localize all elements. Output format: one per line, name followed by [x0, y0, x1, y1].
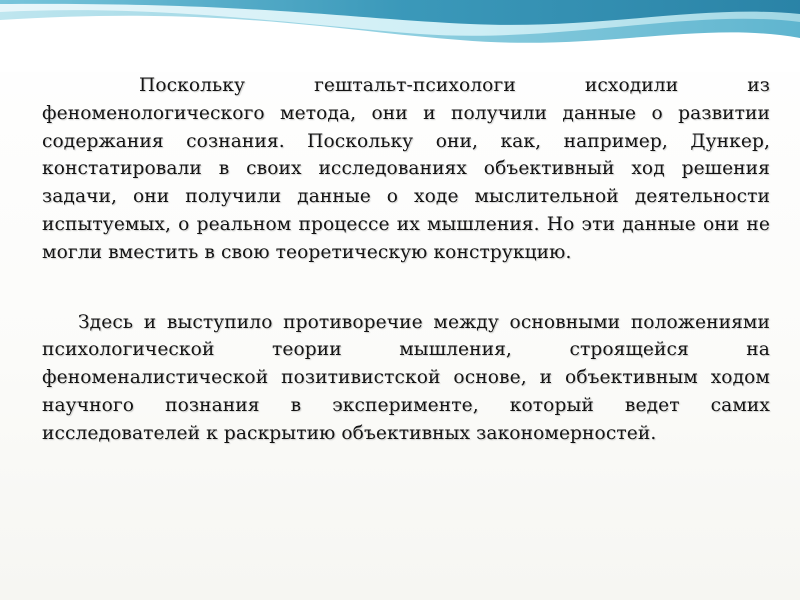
paragraph-1: Поскольку гештальт-психологи исходили из феноменологического метода, они и получили данные о развитии содержания сознания. Поскольку они, как, например, Дункер, констатировали в своих исследованиях объективный ход решения задачи, они получили данные о ходе мыслительной деятельности испытуемых, о реальном процессе их мышления. Но эти данные они не могли вместить в свою теоретическую конструкцию.: [42, 75, 770, 263]
decorative-wave-header: [0, 0, 800, 72]
slide-body: [42, 72, 770, 448]
paragraph-2: Здесь и выступило противоречие между основными положениями психологической теории мышления, строящейся на феноменалистической позитивистской основе, и объективным ходом научного познания в эксперименте, который ведет самих исследователей к раскрытию объективных закономерностей.: [42, 311, 770, 444]
